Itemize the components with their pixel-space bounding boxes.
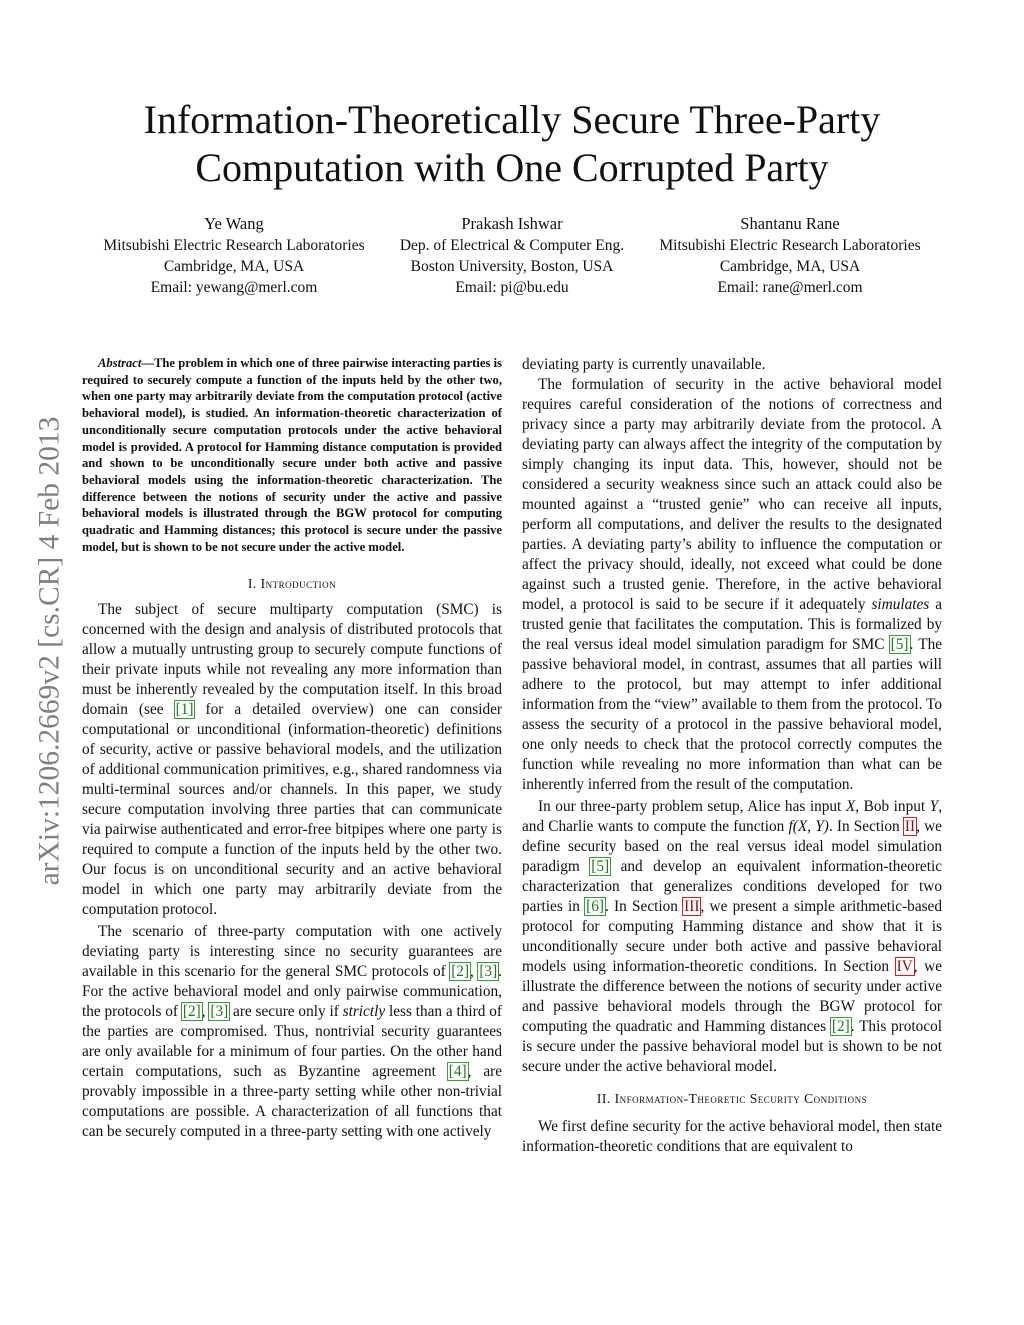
paragraph-continued: deviating party is currently unavailable.: [522, 356, 766, 373]
author-location: Boston University, Boston, USA: [410, 258, 614, 276]
author-location: Cambridge, MA, USA: [163, 258, 305, 276]
paragraph-problem-setup: [522, 797, 942, 1077]
paragraph-intro-1: [82, 600, 502, 920]
text-run: , we define security based on the real versus ideal model simulation paradigm: [522, 818, 942, 875]
citation-link[interactable]: [2]: [451, 963, 470, 981]
author-name: Prakash Ishwar: [461, 214, 563, 233]
text-run: for a detailed overview) one can consider computational or unconditional (information-theoretic) definitions of security, active or passive behavioral models, and the utilization of additional communication primitives, e.g., shared randomness via multi-terminal sources and/or channels. In this paper, we study secure computation involving three parties that can communicate via pairwise authenticated and error-free bitpipes where one party is required to compute a function of the inputs held by the other two. Our focus is on unconditional security and an active behavioral model in which one party may arbitrarily deviate from the computation protocol.: [82, 701, 502, 919]
left-column: [82, 355, 502, 1142]
math-expression: f(X, Y): [788, 818, 829, 835]
text-run: . This protocol is secure under the passive behavioral model but is shown to be not secure under the active behavioral model.: [522, 1018, 943, 1075]
title-line-1: Information-Theoretically Secure Three-Party: [143, 97, 881, 142]
section-link[interactable]: III: [684, 898, 700, 915]
text-run: The scenario of three-party computation with one actively deviating party is interesting since no security guarantees are available in this scenario for the general SMC protocols of: [82, 923, 502, 981]
text-run: , we present a simple arithmetic-based protocol for computing Hamming distance and show that it is unconditionally secure under both active and passive behavioral models using information-theoretic conditions. In Section: [522, 898, 942, 975]
citation-link[interactable]: [6]: [586, 898, 604, 915]
author-block-2: [362, 213, 662, 299]
text-run: less than a third of the parties are compromised. Thus, nontrivial security guarantees are only available for a minimum of four parties. On the other hand certain computations, such as Byzantine agreement: [82, 1003, 502, 1081]
math-symbol: Y: [929, 798, 939, 815]
paper-title: [100, 96, 924, 192]
citation-link[interactable]: [5]: [890, 636, 909, 653]
author-email: Email: yewang@merl.com: [150, 279, 318, 297]
text-run: ,: [201, 1003, 210, 1021]
abstract-label: Abstract: [98, 356, 142, 370]
author-email: Email: pi@bu.edu: [455, 279, 569, 297]
text-run: . In Section: [828, 818, 904, 835]
paragraph-formulation: [522, 375, 942, 795]
author-name: Shantanu Rane: [740, 214, 840, 233]
section-heading-introduction: I. Introduction: [247, 576, 337, 592]
math-symbol: X: [845, 798, 856, 815]
text-run: are secure only if: [229, 1003, 343, 1021]
section-heading-security-conditions: II. Information-Theoretic Security Conditions: [596, 1091, 868, 1106]
text-run: , Bob input: [855, 798, 930, 815]
citation-link[interactable]: [1]: [175, 701, 194, 719]
text-run: , we illustrate the difference between the notions of security under active and passive behavioral models through the BGW protocol for computing the quadratic and Hamming distances: [522, 958, 942, 1035]
text-run: The formulation of security in the active behavioral model requires careful consideration of the notions of correctness and privacy since a party may arbitrarily deviate from the protocol. A deviating party can always affect the integrity of the computation by simply changing its input data. This, however, should not be considered a security weakness since such an attack could also be mounted against a “trusted genie” who can receive all inputs, perform all computations, and deliver the results to the designated parties. A deviating party’s ability to influence the computation or affect the privacy should, ideally, not exceed what could be done against such a trusted genie. Therefore, in the active behavioral model, a protocol is said to be secure if it adequately: [522, 376, 942, 613]
paragraph-intro-2: [82, 922, 502, 1142]
text-run: , are provably impossible in a three-party setting while other non-trivial computations are possible. A characterization of all functions that can be securely computed in a three-party setting with one actively: [82, 1063, 502, 1141]
text-run: a trusted genie that facilitates the computation. This is formalized by the real versus ideal model simulation paradigm for SMC: [522, 596, 942, 653]
citation-link[interactable]: [2]: [182, 1003, 201, 1021]
author-name: Ye Wang: [204, 214, 264, 233]
author-location: Cambridge, MA, USA: [719, 258, 861, 276]
text-run: ,: [470, 963, 479, 981]
author-affiliation: Dep. of Electrical & Computer Eng.: [399, 236, 625, 254]
emphasis-text: strictly: [342, 1003, 386, 1021]
author-block-1: [84, 213, 384, 299]
citation-link[interactable]: [5]: [591, 858, 610, 875]
emphasis-text: simulates: [871, 596, 930, 613]
text-run: The subject of secure multiparty computation (SMC) is concerned with the design and analysis of distributed protocols that allow a mutually untrusting group to securely compute functions of their private inputs while not revealing any more information than must be inherently revealed by the computation itself. In this broad domain (see: [82, 601, 502, 719]
citation-link[interactable]: [2]: [831, 1018, 850, 1035]
author-affiliation: Mitsubishi Electric Research Laboratories: [103, 236, 365, 254]
title-line-2: Computation with One Corrupted Party: [195, 145, 829, 190]
author-affiliation: Mitsubishi Electric Research Laboratories: [659, 236, 921, 254]
citation-link[interactable]: [4]: [448, 1063, 467, 1081]
text-run: . The passive behavioral model, in contrast, assumes that all parties will adhere to the protocol, but may attempt to infer additional information from the “view” available to them from the protocol. To assess the security of a protocol in the passive behavioral model, one only needs to check that the protocol correctly computes the function while revealing no more information than what can be inherently inferred from the result of the computation.: [522, 636, 943, 793]
citation-link[interactable]: [3]: [479, 963, 498, 981]
text-run: , and Charlie wants to compute the function: [522, 798, 943, 835]
abstract: [82, 355, 502, 555]
author-block-3: [640, 213, 940, 299]
citation-link[interactable]: [3]: [210, 1003, 229, 1021]
abstract-text: —The problem in which one of three pairwise interacting parties is required to securely compute a function of the inputs held by the other two, when one party may arbitrarily deviate from the computation protocol (active behavioral model), is studied. An information-theoretic characterization of unconditionally secure computation protocols under the active behavioral model is provided. A protocol for Hamming distance computation is provided and shown to be unconditionally secure under both active and passive behavioral models using the information-theoretic characterization. The difference between the notions of security under the active and passive behavioral models is illustrated through the BGW protocol for computing quadratic and Hamming distances; this protocol is secure under the passive model, but is shown to be not secure under the active model.: [82, 356, 502, 554]
text-run: and develop an equivalent information-theoretic characterization that generalizes conditions developed for two parties in: [522, 858, 942, 915]
paragraph-section-2: We first define security for the active behavioral model, then state information-theoretic conditions that are equivalent to: [522, 1118, 942, 1155]
right-column: [522, 355, 942, 1157]
text-run: . For the active behavioral model and only pairwise communication, the protocols of: [82, 963, 502, 1021]
text-run: . In Section: [605, 898, 684, 915]
arxiv-identifier[interactable]: arXiv:1206.2669v2 [cs.CR] 4 Feb 2013: [33, 416, 66, 886]
section-link[interactable]: II: [904, 818, 916, 835]
text-run: In our three-party problem setup, Alice has input: [538, 798, 846, 815]
author-email: Email: rane@merl.com: [717, 279, 863, 297]
section-link[interactable]: IV: [896, 958, 913, 975]
